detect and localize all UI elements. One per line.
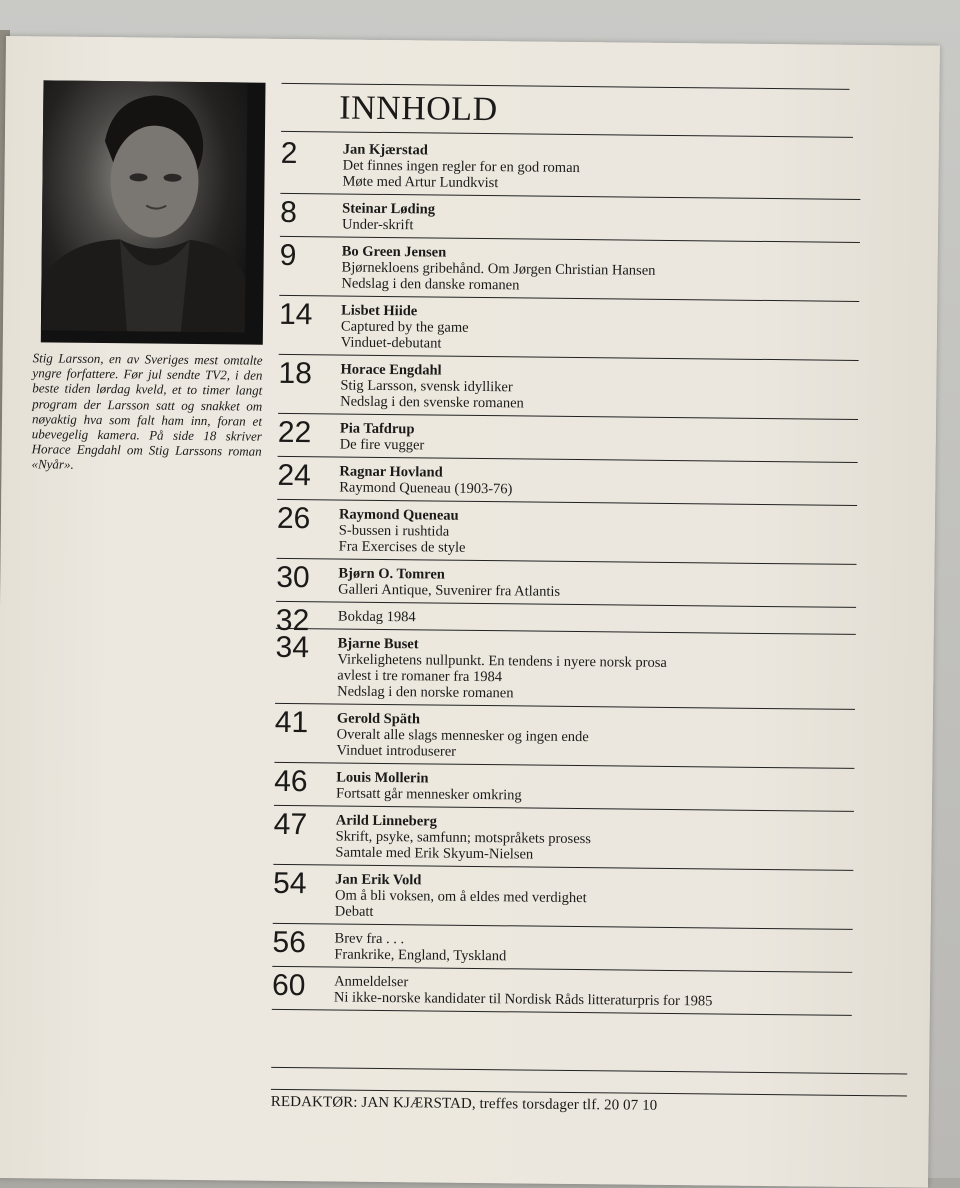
page-number: 24	[277, 458, 311, 493]
entry-title-line: Raymond Queneau (1903-76)	[339, 479, 513, 498]
entry-title-line: De fire vugger	[339, 436, 425, 454]
contents-entry	[274, 704, 855, 769]
contents-entry	[277, 457, 857, 506]
page-number: 26	[276, 501, 311, 536]
entry-title-line: avlest i tre romaner fra 1984	[337, 667, 503, 686]
entry-text	[335, 812, 853, 865]
footer-rule	[271, 1067, 907, 1075]
contents-entry	[274, 763, 854, 812]
entry-text	[341, 244, 859, 297]
entry-text	[340, 362, 858, 415]
entry-title-line: Overalt alle slags mennesker og ingen ende	[336, 726, 589, 746]
entry-author: Horace Engdahl	[340, 361, 442, 379]
portrait-image	[41, 80, 248, 332]
page-number: 54	[272, 866, 307, 901]
entry-title-line: Stig Larsson, svensk idylliker	[340, 377, 513, 396]
entry-title-line: Fortsatt går mennesker omkring	[336, 785, 522, 804]
page-number: 22	[277, 415, 312, 450]
photo-caption: Stig Larsson, en av Sveriges mest omtalte yngre forfattere. Før jul sendte TV2, i den beste tiden lørdag kveld, et to timer langt program der Larsson satt og snakket om nøyaktig hva som falt ham inn, foran et ubevegelig kamera. På side 18 skriver Horace Engdahl om Stig Larssons roman «Nyår».	[31, 350, 263, 473]
entry-title-line: Nedslag i den danske romanen	[341, 275, 520, 294]
contents-entry	[275, 629, 856, 710]
entry-author: Bo Green Jensen	[341, 243, 447, 261]
page-number: 30	[276, 560, 310, 595]
contents-entry	[272, 924, 852, 973]
entry-text	[342, 201, 860, 238]
entry-author: Louis Mollerin	[336, 769, 429, 787]
entry-title-line: Om å bli voksen, om å eldes med verdighet	[334, 887, 587, 907]
entry-author: Pia Tafdrup	[339, 420, 415, 438]
entry-title-line: Anmeldelser	[334, 973, 409, 991]
entry-title-line: S-bussen i rushtida	[338, 522, 450, 540]
contents-title: INNHOLD	[339, 89, 498, 129]
entry-title-line: Under-skrift	[341, 216, 414, 234]
page-number: 14	[278, 297, 313, 332]
contents-entry	[278, 355, 859, 420]
contents-list	[272, 135, 861, 1016]
entry-text	[339, 464, 857, 501]
entry-title-line: Fra Exercises de style	[338, 538, 466, 556]
contents-entry	[276, 559, 856, 608]
entry-text	[342, 142, 860, 195]
entry-text	[334, 973, 852, 1010]
entry-author: Raymond Queneau	[338, 506, 459, 524]
entry-text	[339, 507, 857, 560]
entry-author: Bjarne Buset	[337, 635, 419, 653]
table-of-contents	[270, 83, 862, 1114]
entry-title-line: Captured by the game	[340, 318, 469, 336]
contents-entry	[273, 865, 854, 930]
page-number: 56	[272, 925, 307, 960]
entry-text	[335, 871, 853, 924]
entry-title-line: Brev fra . . .	[334, 930, 405, 948]
entry-text	[336, 769, 854, 806]
entry-author: Jan Erik Vold	[335, 871, 422, 889]
entry-text	[338, 609, 856, 630]
entry-author: Arild Linneberg	[335, 812, 437, 830]
entry-text	[341, 303, 859, 356]
entry-title-line: Bjørnekloens gribehånd. Om Jørgen Christian Hansen	[341, 259, 656, 279]
page-number: 2	[280, 136, 298, 171]
page-number: 47	[273, 807, 308, 842]
page-number: 46	[274, 764, 308, 799]
author-portrait-photo	[41, 80, 266, 344]
entry-title-line: Ni ikke-norske kandidater til Nordisk Råds litteraturpris for 1985	[333, 989, 713, 1010]
entry-title-line: Vinduet introduserer	[336, 742, 457, 760]
page-number: 41	[274, 705, 309, 740]
contents-entry	[280, 135, 861, 200]
portrait-silhouette	[41, 80, 248, 332]
entry-title-line: Skrift, psyke, samfunn; motspråkets prosess	[335, 828, 592, 848]
contents-entry	[279, 237, 860, 302]
entry-title-line: Møte med Artur Lundkvist	[342, 173, 499, 192]
entry-text	[334, 930, 852, 967]
entry-title-line: Vinduet-debutant	[340, 334, 442, 352]
entry-title-line: Frankrike, England, Tyskland	[334, 946, 507, 965]
page-number: 9	[279, 238, 297, 273]
entry-author: Bjørn O. Tomren	[338, 565, 445, 583]
editor-footer: REDAKTØR: JAN KJÆRSTAD, treffes torsdager tlf. 20 07 10	[270, 1093, 658, 1114]
entry-text	[338, 566, 856, 603]
contents-entry	[280, 194, 860, 243]
page-number: 8	[279, 195, 298, 230]
page-number: 18	[278, 356, 313, 391]
page-number: 60	[271, 968, 306, 1003]
magazine-page	[0, 36, 940, 1188]
entry-author: Lisbet Hiide	[341, 302, 418, 320]
entry-title-line: Virkelighetens nullpunkt. En tendens i nyere norsk prosa	[337, 651, 667, 671]
entry-author: Gerold Späth	[336, 710, 421, 728]
entry-text	[336, 711, 854, 764]
contents-entry	[273, 806, 854, 871]
entry-text	[340, 421, 858, 458]
page-number: 32	[275, 603, 310, 638]
contents-entry	[277, 500, 858, 565]
entry-author: Ragnar Hovland	[339, 463, 443, 481]
contents-entry	[279, 296, 860, 361]
entry-title-line: Galleri Antique, Suvenirer fra Atlantis	[338, 581, 561, 600]
contents-entry	[278, 414, 858, 463]
entry-title-line: Nedslag i den norske romanen	[337, 683, 514, 702]
entry-title-line: Det finnes ingen regler for en god roman	[342, 157, 580, 177]
entry-title-line: Nedslag i den svenske romanen	[340, 393, 524, 412]
entry-title-line: Samtale med Erik Skyum-Nielsen	[335, 844, 534, 863]
entry-text	[337, 636, 856, 705]
contents-entry	[272, 967, 852, 1016]
page-number: 34	[275, 630, 310, 665]
entry-title-line: Debatt	[334, 903, 374, 920]
entry-author: Jan Kjærstad	[342, 141, 428, 159]
entry-author: Steinar Løding	[342, 200, 436, 218]
entry-title-line: Bokdag 1984	[337, 608, 416, 626]
